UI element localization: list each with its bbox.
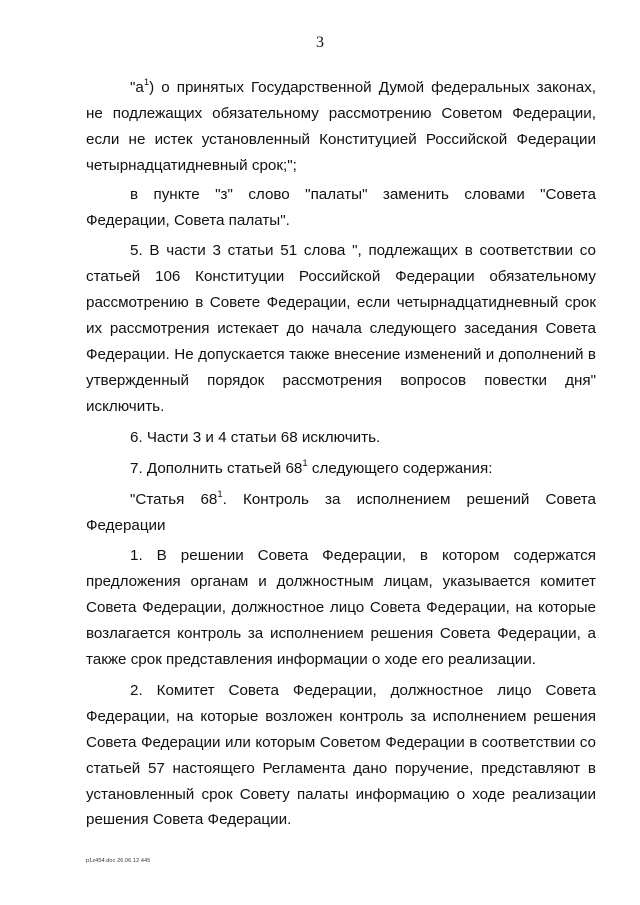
article-68-1-heading: [86, 487, 596, 539]
article-heading-end: . Контроль за исполнением решений Совета Федерации: [86, 490, 597, 534]
paragraph-a1-start: "а: [130, 79, 144, 96]
footer-file-code: p1z454.doc 26.06.12 445: [86, 858, 151, 864]
paragraph-a1-text: ) о принятых Государственной Думой федеральных законах, не подлежащих обязательному рассмотрению Советом Федерации, если не истек установленный Конституцией Российской Федерации четырнадцатидневный срок;";: [86, 79, 596, 174]
paragraph-7-end: следующего содержания:: [307, 459, 493, 477]
paragraph-6: 6. Части 3 и 4 статьи 68 исключить.: [130, 428, 381, 446]
paragraph-7-start: 7. Дополнить статьей 68: [130, 459, 303, 477]
article-68-1-part-1: 1. В решении Совета Федерации, в котором содержатся предложения органам и должностным лицам, указывается комитет Совета Федерации, должностное лицо Совета Федерации, на которые возлагается контроль за исполнением решения Совета Федерации, а также срок представления информации о ходе его реализации.: [86, 547, 596, 669]
superscript-1: 1: [302, 457, 308, 469]
article-68-1-part-2: 2. Комитет Совета Федерации, должностное лицо Совета Федерации, на которые возложен контроль за исполнением решения Совета Федерации или которым Советом Федерации в соответствии со статьей 57 настоящего Регламента дано поручение, представляют в установленный срок Совету палаты информацию о ходе реализации решения Совета Федерации.: [86, 681, 596, 829]
page-number: 3: [316, 34, 324, 51]
article-heading-start: "Статья 68: [130, 490, 218, 508]
paragraph-item-z: в пункте "з" слово "палаты" заменить словами "Совета Федерации, Совета палаты".: [86, 185, 596, 229]
paragraph-7: [86, 456, 596, 482]
paragraph-a1-subitem: [86, 75, 596, 179]
superscript-1: 1: [143, 76, 150, 88]
superscript-1: 1: [217, 488, 223, 500]
document-body: [86, 75, 596, 833]
paragraph-5: 5. В части 3 статьи 51 слова ", подлежащих в соответствии со статьей 106 Конституции Российской Федерации обязательному рассмотрению в Совете Федерации, если четырнадцатидневный срок их рассмотрения истекает до начала следующего заседания Совета Федерации. Не допускается также внесение изменений и дополнений в утвержденный порядок рассмотрения вопросов повестки дня" исключить.: [86, 242, 596, 415]
